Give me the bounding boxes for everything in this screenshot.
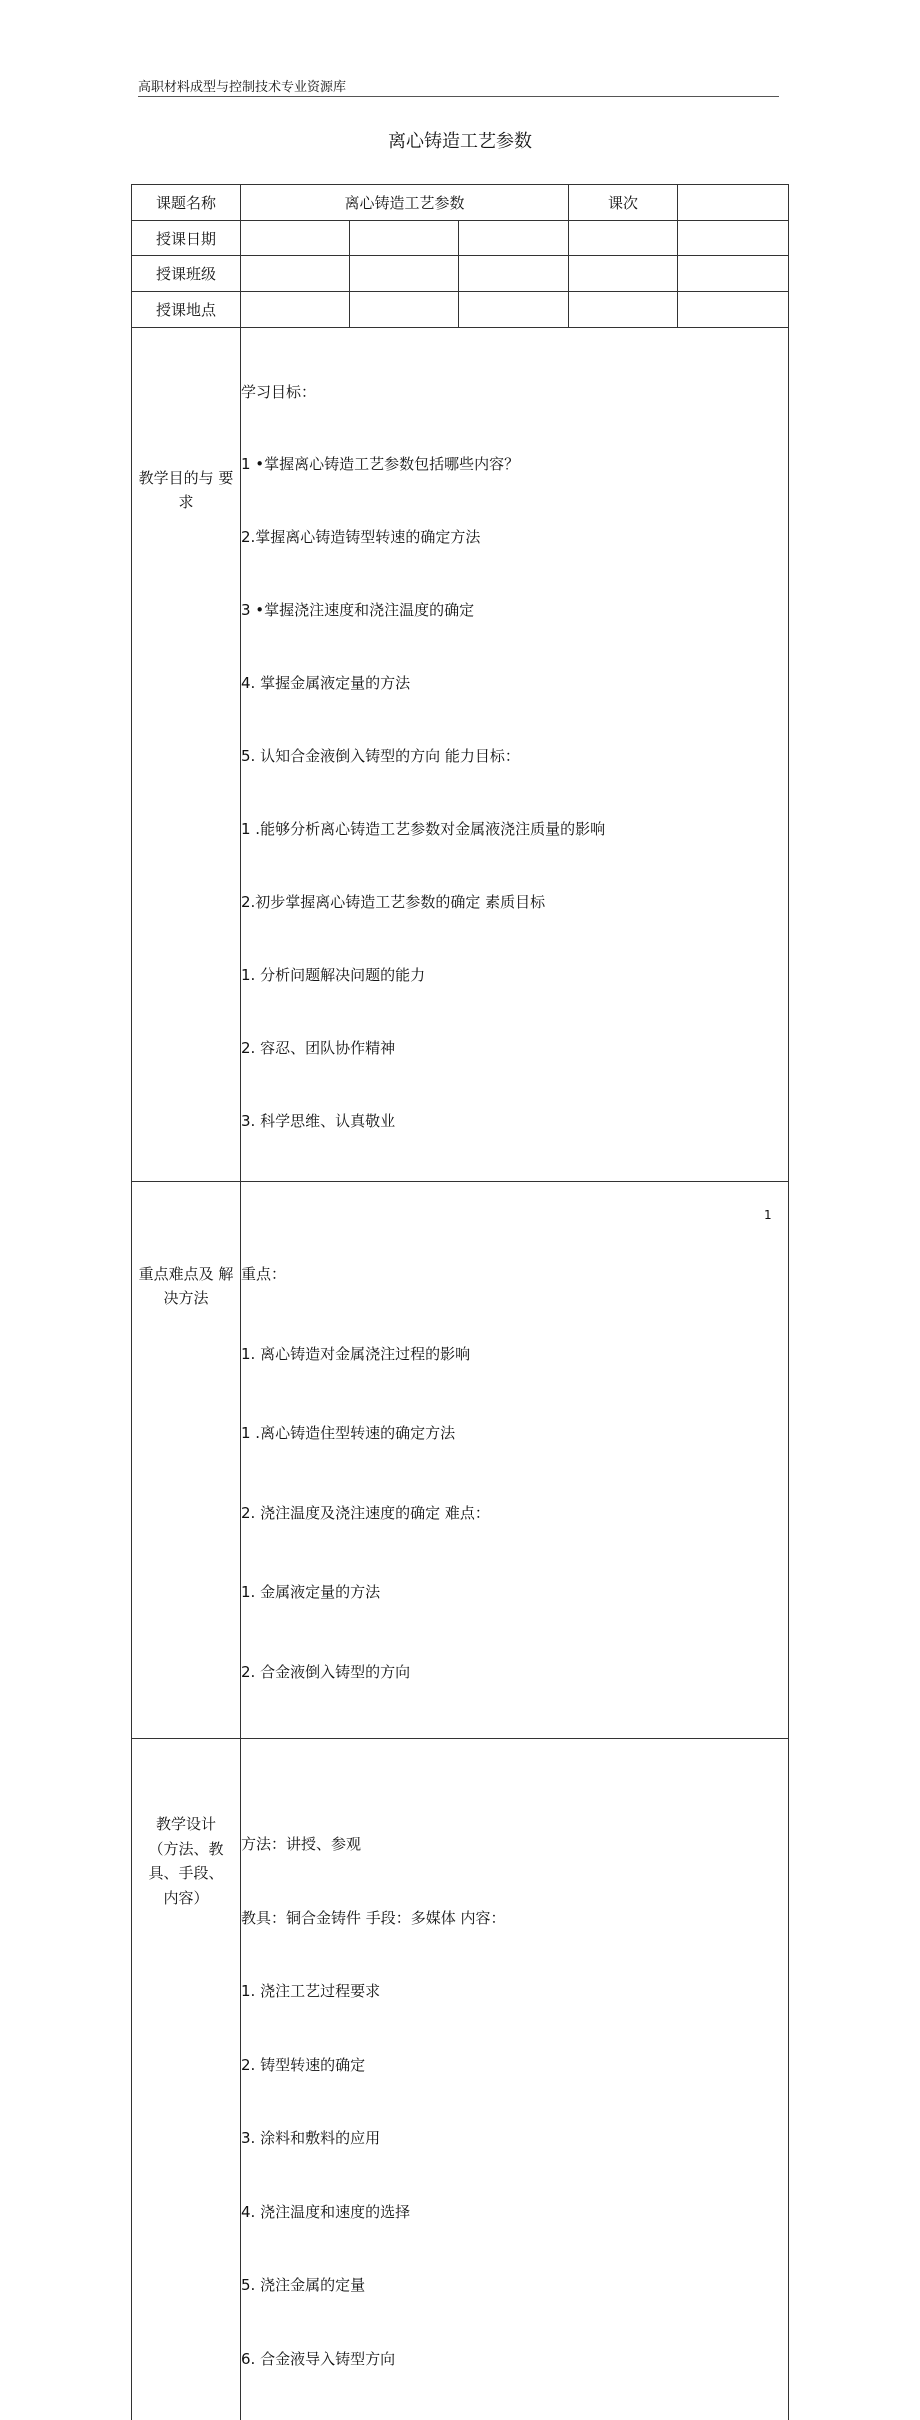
lesson-number-label: 课次 bbox=[569, 185, 678, 221]
row-location bbox=[132, 292, 789, 328]
class-cell bbox=[241, 256, 350, 292]
objective-line: 4. 掌握金属液定量的方法 bbox=[241, 674, 411, 693]
class-cell bbox=[569, 256, 678, 292]
keypoints-label: 重点难点及 解 决方法 bbox=[132, 1182, 241, 1739]
objective-line: 2.掌握离心铸造铸型转速的确定方法 bbox=[241, 528, 481, 547]
objective-line: 学习目标： bbox=[241, 382, 317, 401]
location-cell bbox=[241, 292, 350, 328]
page-header: 高职材料成型与控制技术专业资源库 bbox=[138, 80, 779, 97]
row-keypoints bbox=[132, 1182, 789, 1739]
design-line: 4. 浇注温度和速度的选择 bbox=[241, 2202, 411, 2221]
keypoint-line: 1 .离心铸造住型转速的确定方法 bbox=[241, 1424, 456, 1443]
location-label: 授课地点 bbox=[132, 292, 241, 328]
design-content bbox=[241, 1739, 789, 2420]
objective-line: 1. 分析问题解决问题的能力 bbox=[241, 965, 426, 984]
keypoint-line: 1. 离心铸造对金属浇注过程的影响 bbox=[241, 1344, 471, 1363]
topic-label: 课题名称 bbox=[132, 185, 241, 221]
row-topic bbox=[132, 185, 789, 221]
design-line: 5. 浇注金属的定量 bbox=[241, 2276, 366, 2295]
date-label: 授课日期 bbox=[132, 221, 241, 256]
keypoint-line: 2. 浇注温度及浇注速度的确定 难点： bbox=[241, 1503, 490, 1522]
objective-line: 3. 科学思维、认真敬业 bbox=[241, 1111, 396, 1130]
class-cell bbox=[459, 256, 569, 292]
objectives-content bbox=[241, 328, 789, 1182]
design-line: 3. 涂料和敷料的应用 bbox=[241, 2129, 381, 2148]
date-cell bbox=[459, 221, 569, 256]
design-line: 2. 铸型转速的确定 bbox=[241, 2055, 366, 2074]
keypoint-line: 重点： bbox=[241, 1265, 287, 1284]
design-line: 6. 合金液导入铸型方向 bbox=[241, 2349, 396, 2368]
lesson-plan-table bbox=[131, 184, 789, 2420]
class-label: 授课班级 bbox=[132, 256, 241, 292]
row-design bbox=[132, 1739, 789, 2420]
date-cell bbox=[241, 221, 350, 256]
location-cell bbox=[678, 292, 789, 328]
page-number: 1 bbox=[764, 1208, 772, 1222]
design-line: 方法：讲授、参观 bbox=[241, 1835, 362, 1854]
design-line: 教具：铜合金铸件 手段：多媒体 内容： bbox=[241, 1908, 506, 1927]
date-cell bbox=[350, 221, 459, 256]
location-cell bbox=[459, 292, 569, 328]
date-cell bbox=[569, 221, 678, 256]
objective-line: 1 •掌握离心铸造工艺参数包括哪些内容？ bbox=[241, 455, 520, 474]
row-objectives bbox=[132, 328, 789, 1182]
objective-line: 2. 容忍、团队协作精神 bbox=[241, 1038, 396, 1057]
design-line: 1. 浇注工艺过程要求 bbox=[241, 1982, 381, 2001]
page-title: 离心铸造工艺参数 bbox=[388, 131, 532, 152]
row-date bbox=[132, 221, 789, 256]
row-class bbox=[132, 256, 789, 292]
objective-line: 1 .能够分析离心铸造工艺参数对金属液浇注质量的影响 bbox=[241, 819, 606, 838]
topic-value: 离心铸造工艺参数 bbox=[241, 185, 569, 221]
date-cell bbox=[678, 221, 789, 256]
lesson-number-value bbox=[678, 185, 789, 221]
objective-line: 2.初步掌握离心铸造工艺参数的确定 素质目标 bbox=[241, 892, 546, 911]
location-cell bbox=[569, 292, 678, 328]
design-label: 教学设计 （方法、教 具、手段、 内容） bbox=[132, 1739, 241, 2420]
keypoint-line: 2. 合金液倒入铸型的方向 bbox=[241, 1662, 411, 1681]
objective-line: 5. 认知合金液倒入铸型的方向 能力目标： bbox=[241, 747, 520, 766]
keypoint-line: 1. 金属液定量的方法 bbox=[241, 1583, 381, 1602]
class-cell bbox=[678, 256, 789, 292]
location-cell bbox=[350, 292, 459, 328]
objective-line: 3 •掌握浇注速度和浇注温度的确定 bbox=[241, 601, 475, 620]
class-cell bbox=[350, 256, 459, 292]
keypoints-content bbox=[241, 1182, 789, 1739]
objectives-label: 教学目的与 要 求 bbox=[132, 328, 241, 1182]
